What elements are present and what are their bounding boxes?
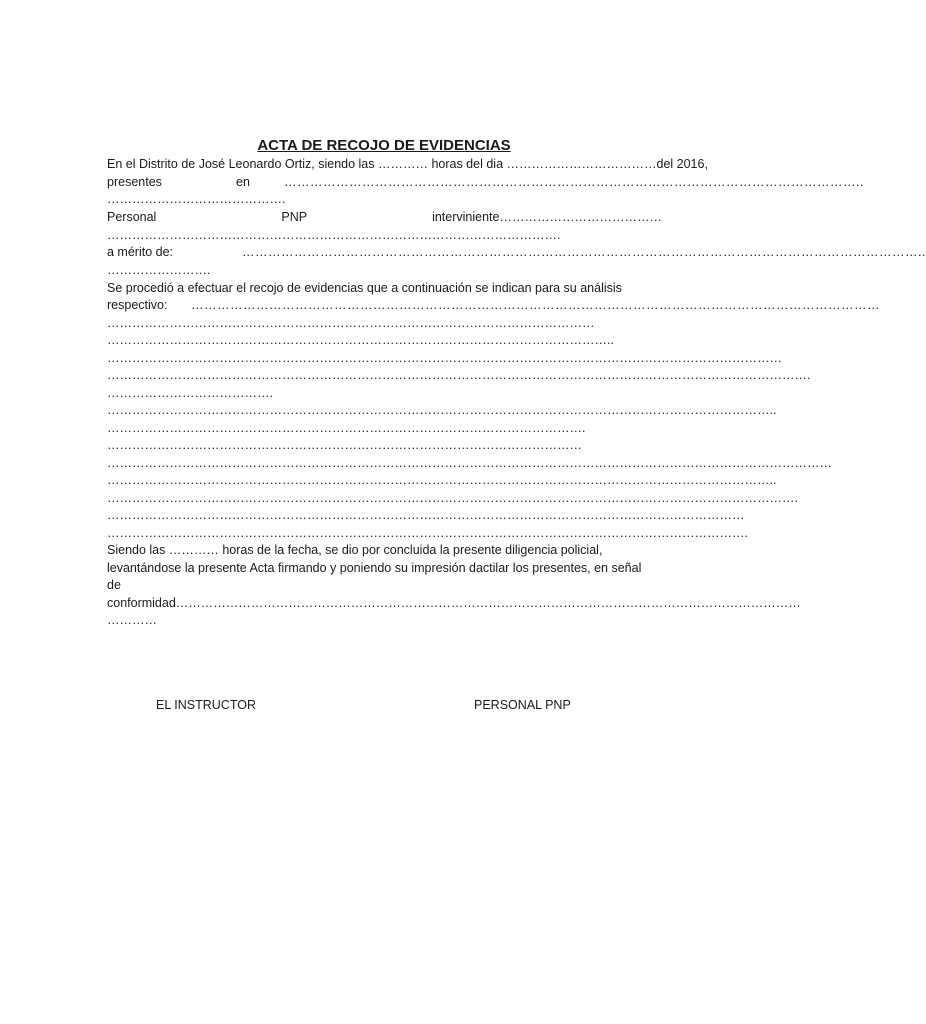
line-2-dots: ……………………………………………………………………………………………………………………..	[284, 175, 864, 189]
line-11: …………………………………………………………………………………………………………..	[107, 333, 614, 347]
line-8: Se procedió a efectuar el recojo de evidencias que a continuación se indican para su análisis	[107, 281, 622, 295]
line-16: …………………………………………………………………………………………………….	[107, 421, 586, 435]
line-4-personal: Personal	[107, 210, 157, 224]
line-6	[107, 244, 926, 261]
line-7: …………………….	[107, 263, 211, 277]
line-4	[107, 209, 662, 226]
line-9-dots: ……………………………………………………………………………………………………………………………………………	[191, 298, 880, 312]
line-12: ………………………………………………………………………………………………………………………………………………	[107, 351, 782, 365]
document-title: ACTA DE RECOJO DE EVIDENCIAS	[257, 137, 511, 154]
signature-instructor-label: EL INSTRUCTOR	[156, 698, 257, 712]
line-20: ………………………………………………………………………………………………………………………………………………….	[107, 491, 798, 505]
line-21: ………………………………………………………………………………………………………………………………………	[107, 508, 745, 522]
line-2	[107, 174, 864, 191]
line-14: ………………………………….	[107, 386, 273, 400]
line-4-pnp: PNP	[281, 210, 308, 224]
line-6-dots: …………………………………………………………………………………………………………………………………………..	[242, 245, 926, 259]
line-26: conformidad……………………………………………………………………………………………………………………………………	[107, 596, 801, 610]
line-18: …………………………………………………………………………………………………………………………………………………………	[107, 456, 832, 470]
line-2-presentes: presentes	[107, 175, 162, 189]
line-5: ……………………………………………………………………………………………….	[107, 228, 561, 242]
line-13: …………………………………………………………………………………………………………………………………………………….	[107, 368, 811, 382]
line-22: ……………………………………………………………………………………………………………………………………….	[107, 526, 748, 540]
line-9-respectivo: respectivo:	[107, 298, 168, 312]
line-19: ……………………………………………………………………………………………………………………………………………..	[107, 473, 777, 487]
line-3: …………………………………….	[107, 192, 286, 206]
line-23: Siendo las ………… horas de la fecha, se dio por concluida la presente diligencia policial,	[107, 543, 603, 557]
line-24: levantándose la presente Acta firmando y poniendo su impresión dactilar los presentes, en señal	[107, 561, 642, 575]
line-2-en: en	[236, 175, 250, 189]
line-1: En el Distrito de José Leonardo Ortiz, siendo las ………… horas del dia ………………………………del 2016,	[107, 157, 708, 171]
line-10: ………………………………………………………………………………………………………	[107, 316, 595, 330]
line-9	[107, 297, 880, 314]
line-27: …………	[107, 613, 157, 627]
line-15: ……………………………………………………………………………………………………………………………………………..	[107, 403, 777, 417]
line-4-interviniente: interviniente…………………………………	[432, 210, 662, 224]
line-17: ……………………………………………………………………………………………………	[107, 438, 582, 452]
line-25: de	[107, 578, 121, 592]
line-6-merito: a mérito de:	[107, 245, 174, 259]
signature-personal-pnp-label: PERSONAL PNP	[474, 698, 571, 712]
